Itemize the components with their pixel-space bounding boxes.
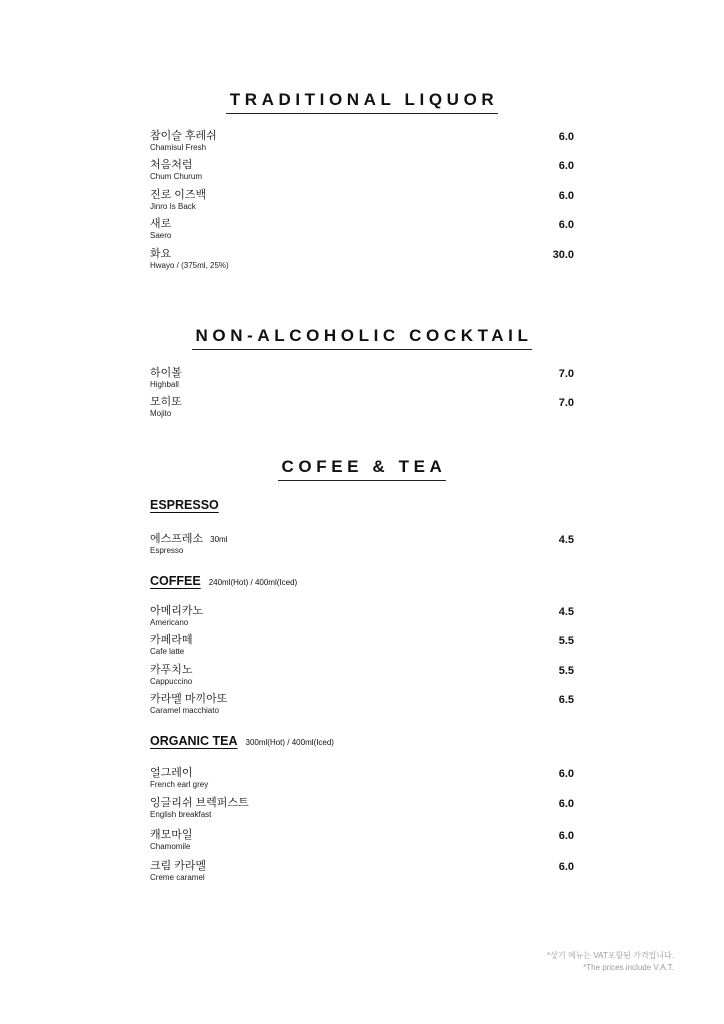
item-price: 6.0 — [558, 190, 574, 202]
item-name-en: Caramel macchiato — [150, 706, 219, 715]
item-price: 5.5 — [558, 665, 574, 677]
subsection-organic-tea — [150, 732, 334, 748]
menu-item — [150, 767, 574, 793]
item-price: 6.0 — [558, 798, 574, 810]
subsection-note: 240ml(Hot) / 400ml(Iced) — [208, 578, 298, 587]
menu-item — [150, 860, 574, 886]
item-name-en: Hwayo / (375ml, 25%) — [150, 261, 229, 270]
item-price: 7.0 — [558, 397, 574, 409]
subsection-coffee — [150, 572, 297, 588]
item-price: 6.0 — [558, 861, 574, 873]
item-name-en: Mojito — [150, 409, 172, 418]
item-name-en: Cappuccino — [150, 677, 193, 686]
menu-item — [150, 693, 574, 719]
item-name-en: Espresso — [150, 546, 184, 555]
item-price: 5.5 — [558, 635, 574, 647]
item-name-en: Saero — [150, 231, 172, 240]
menu-item — [150, 130, 574, 156]
menu-item — [150, 367, 574, 393]
menu-item — [150, 189, 574, 215]
item-name-en: Chum Churum — [150, 172, 203, 181]
menu-item — [150, 396, 574, 422]
item-name-ko: 진로 이즈백 — [150, 189, 207, 201]
section-title-coffee-tea: COFEE & TEA — [0, 457, 724, 481]
subsection-name: ESPRESSO — [150, 498, 219, 512]
menu-item — [150, 248, 574, 274]
item-name-ko: 잉글리쉬 브렉퍼스트 — [150, 797, 249, 809]
item-name-ko: 모히또 — [150, 396, 182, 408]
section-title-traditional-liquor: TRADITIONAL LIQUOR — [0, 90, 724, 114]
item-name-ko: 아메리카노 — [150, 605, 204, 617]
item-name-ko: 하이볼 — [150, 367, 182, 379]
vat-notice-ko: *상기 메뉴는 VAT포함된 가격입니다. — [547, 951, 674, 960]
item-name-ko: 캐모마일 — [150, 829, 193, 841]
item-price: 6.0 — [558, 160, 574, 172]
item-name-en: French earl grey — [150, 780, 209, 789]
item-price: 6.0 — [558, 131, 574, 143]
item-name-ko: 참이슬 후레쉬 — [150, 130, 217, 142]
item-name-en: Creme caramel — [150, 873, 205, 882]
item-name-ko: 카페라떼 — [150, 634, 193, 646]
item-name-ko: 카라멜 마끼아또 — [150, 693, 228, 705]
item-name-en: English breakfast — [150, 810, 212, 819]
item-name-ko: 에스프레소 30ml — [150, 533, 228, 545]
item-name-ko: 카푸치노 — [150, 664, 193, 676]
item-price: 6.0 — [558, 768, 574, 780]
section-title-non-alcoholic-cocktail: NON-ALCOHOLIC COCKTAIL — [0, 326, 724, 350]
menu-item — [150, 664, 574, 690]
vat-notice-en: *The prices include V.A.T. — [583, 963, 674, 972]
menu-item — [150, 797, 574, 823]
menu-item — [150, 605, 574, 631]
item-price: 6.0 — [558, 219, 574, 231]
item-volume-note: 30ml — [210, 535, 228, 544]
item-name-ko: 새로 — [150, 218, 172, 230]
item-name-en: Chamisul Fresh — [150, 143, 207, 152]
item-price: 7.0 — [558, 368, 574, 380]
item-price: 30.0 — [552, 249, 574, 261]
item-price: 6.0 — [558, 830, 574, 842]
vat-notice — [547, 950, 674, 974]
item-name-ko: 처음처럼 — [150, 159, 193, 171]
subsection-note: 300ml(Hot) / 400ml(Iced) — [245, 738, 334, 747]
item-name-en: Cafe latte — [150, 647, 185, 656]
item-name-en: Chamomile — [150, 842, 191, 851]
subsection-name: ORGANIC TEA — [150, 734, 238, 748]
menu-item — [150, 218, 574, 244]
item-name-en: Jinro Is Back — [150, 202, 196, 211]
menu-item — [150, 533, 574, 559]
item-price: 4.5 — [558, 606, 574, 618]
menu-item — [150, 829, 574, 855]
menu-item — [150, 159, 574, 185]
subsection-name: COFFEE — [150, 574, 201, 588]
item-name-en: Americano — [150, 618, 189, 627]
item-name-ko: 화요 — [150, 248, 172, 260]
item-price: 6.5 — [558, 694, 574, 706]
subsection-espresso — [150, 496, 219, 512]
item-name-ko: 크림 카라멜 — [150, 860, 207, 872]
item-price: 4.5 — [558, 534, 574, 546]
item-name-en: Highball — [150, 380, 179, 389]
item-name-ko: 얼그레이 — [150, 767, 193, 779]
menu-item — [150, 634, 574, 660]
